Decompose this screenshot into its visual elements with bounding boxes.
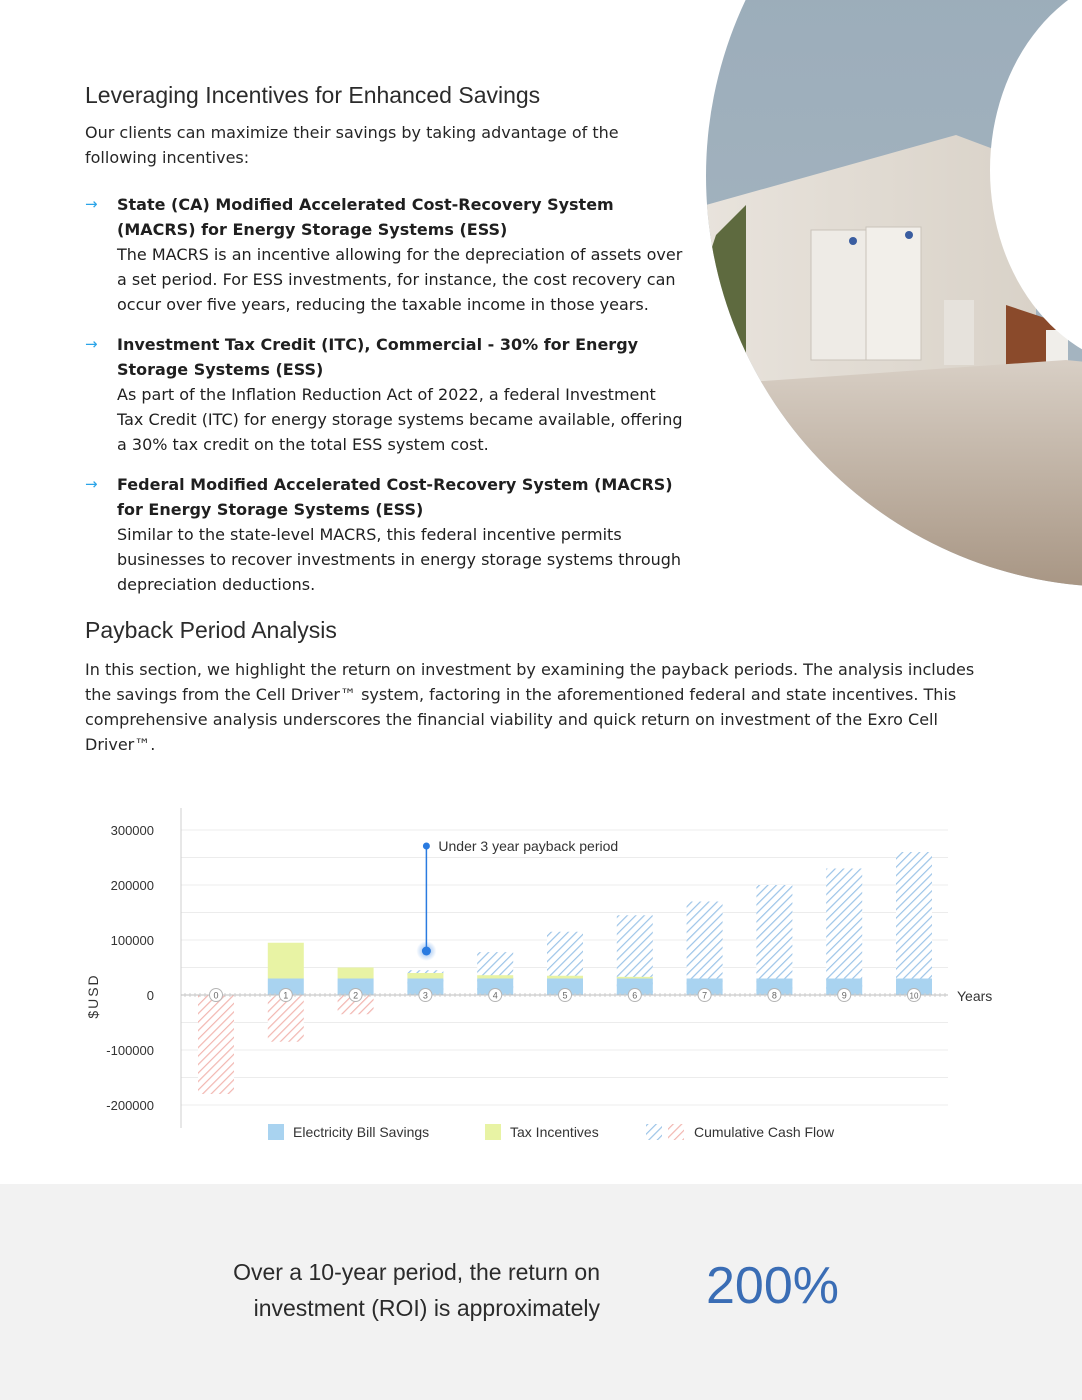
legend-label: Cumulative Cash Flow — [694, 1124, 835, 1140]
incentive-title: Federal Modified Accelerated Cost-Recovery System (MACRS) for Energy Storage Systems (ESS) — [117, 475, 673, 519]
tax-bar — [338, 968, 374, 979]
cumulative-bar — [268, 995, 304, 1042]
tax-bar — [268, 943, 304, 979]
y-tick-label: -200000 — [106, 1098, 154, 1113]
legend — [268, 1124, 835, 1140]
incentive-item — [85, 192, 685, 317]
y-tick-label: 300000 — [110, 823, 154, 838]
x-tick-label: 2 — [353, 990, 359, 1001]
payback-chart — [80, 800, 1000, 1160]
annotation-marker — [422, 947, 431, 956]
incentive-title: Investment Tax Credit (ITC), Commercial - 30% for Energy Storage Systems (ESS) — [117, 335, 639, 379]
x-tick-label: 9 — [841, 990, 847, 1001]
roi-footer — [0, 1184, 1082, 1400]
x-tick-label: 5 — [562, 990, 568, 1001]
x-axis-label: Years — [957, 988, 993, 1004]
x-tick-label: 3 — [422, 990, 428, 1001]
x-tick-label: 10 — [909, 991, 919, 1001]
incentive-description: Similar to the state-level MACRS, this federal incentive permits businesses to recover investments in energy storage systems through depreciation deductions. — [117, 525, 682, 594]
cumulative-bar — [198, 995, 234, 1094]
incentive-title: State (CA) Modified Accelerated Cost-Recovery System (MACRS) for Energy Storage Systems (ESS) — [117, 195, 614, 239]
tax-bar — [617, 977, 653, 979]
payback-heading: Payback Period Analysis — [85, 617, 337, 643]
y-tick-label: 0 — [146, 988, 154, 1003]
payback-body: In this section, we highlight the return on investment by examining the payback periods. The analysis includes the savings from the Cell Driver™ system, factoring in the aforementioned federal and state incentives. This comprehensive analysis underscores the financial viability and quick return on investment of the Exro Cell Driver™. — [85, 660, 975, 754]
cumulative-bar — [896, 852, 932, 995]
incentives-heading: Leveraging Incentives for Enhanced Savings — [85, 82, 541, 108]
tax-bar — [477, 975, 513, 978]
x-tick-label: 1 — [283, 990, 289, 1001]
annotation-label: Under 3 year payback period — [438, 838, 619, 854]
annotation-dot — [423, 843, 430, 850]
incentive-item — [85, 472, 685, 597]
legend-label: Electricity Bill Savings — [293, 1124, 430, 1140]
tax-bar — [547, 976, 583, 979]
legend-swatch — [668, 1124, 684, 1140]
y-axis-label: $USD — [85, 973, 101, 1019]
incentive-description: The MACRS is an incentive allowing for the depreciation of assets over a set period. For ESS investments, for instance, the cost recovery can occur over five years, reducing the taxable income in those years. — [117, 245, 683, 314]
x-tick-label: 6 — [632, 990, 638, 1001]
incentive-list — [85, 192, 685, 612]
arrow-right-icon: → — [85, 335, 98, 353]
cumulative-bar — [826, 869, 862, 996]
y-tick-label: 100000 — [110, 933, 154, 948]
incentives-intro: Our clients can maximize their savings by taking advantage of the following incentives: — [85, 123, 619, 167]
x-tick-label: 4 — [492, 990, 498, 1001]
tax-bar — [407, 973, 443, 979]
roi-value: 200% — [706, 1257, 839, 1315]
y-tick-label: 200000 — [110, 878, 154, 893]
legend-swatch — [646, 1124, 662, 1140]
x-tick-label: 7 — [702, 990, 708, 1001]
arrow-right-icon: → — [85, 195, 98, 213]
legend-swatch — [485, 1124, 501, 1140]
arrow-right-icon: → — [85, 475, 98, 493]
incentive-description: As part of the Inflation Reduction Act of 2022, a federal Investment Tax Credit (ITC) for energy storage systems became available, offering a 30% tax credit on the total ESS system cost. — [117, 385, 683, 454]
x-tick-label: 8 — [771, 990, 777, 1001]
incentive-item — [85, 332, 685, 457]
legend-label: Tax Incentives — [510, 1124, 599, 1140]
x-tick-label: 0 — [213, 990, 219, 1001]
bars — [198, 852, 932, 1094]
roi-text: Over a 10-year period, the return on investment (ROI) is approximately — [233, 1259, 600, 1321]
legend-swatch — [268, 1124, 284, 1140]
y-tick-label: -100000 — [106, 1043, 154, 1058]
